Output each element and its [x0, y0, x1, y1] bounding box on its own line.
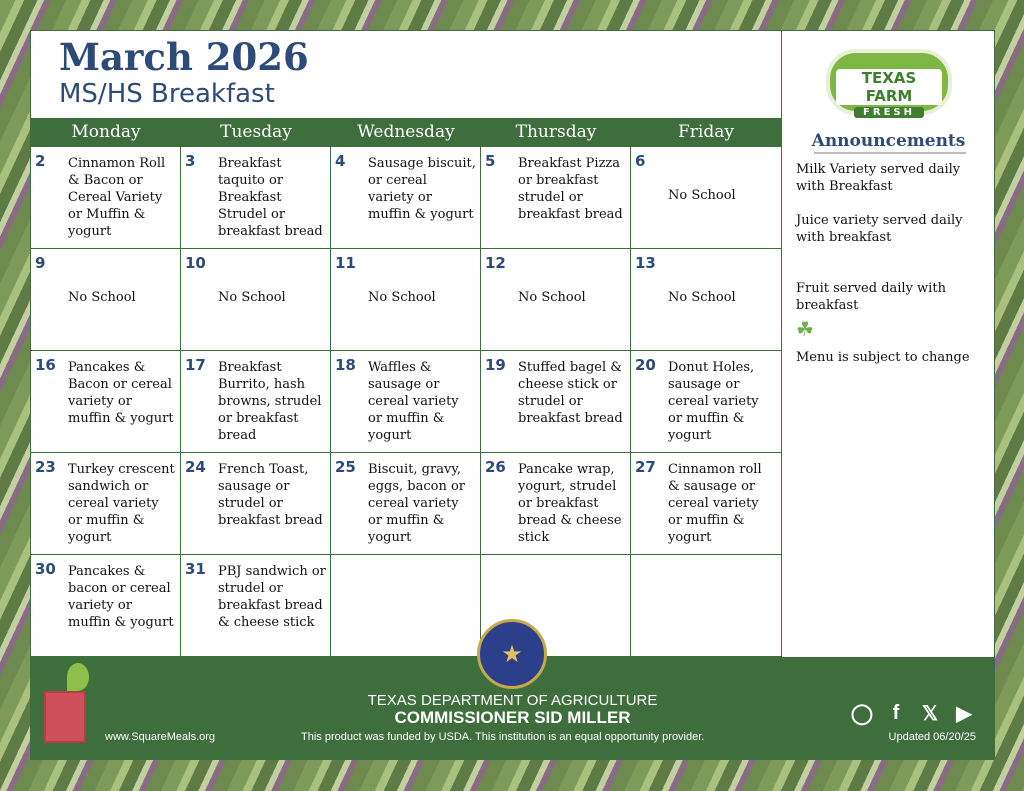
- menu-text: PBJ sandwich or strudel or breakfast bread & cheese stick: [218, 564, 326, 630]
- announcement: Menu is subject to change: [796, 350, 970, 365]
- weekday-friday: Friday: [678, 122, 734, 142]
- updated-date: Updated 06/20/25: [888, 731, 976, 743]
- menu-text: No School: [518, 290, 586, 305]
- day-cell: [631, 147, 781, 249]
- day-cell: [631, 453, 781, 555]
- menu-text: Pancake wrap, yogurt, strudel or breakfast bread & cheese stick: [518, 462, 622, 545]
- commissioner-name: COMMISSIONER SID MILLER: [394, 708, 631, 727]
- weekday-monday: Monday: [71, 122, 141, 142]
- day-cell: [31, 147, 181, 249]
- page-subtitle: MS/HS Breakfast: [59, 79, 275, 109]
- menu-text: Pancakes & Bacon or cereal variety or muffin & yogurt: [68, 360, 174, 426]
- day-number: 31: [185, 560, 206, 578]
- weekday-thursday: Thursday: [515, 122, 597, 142]
- day-cell: [331, 147, 481, 249]
- texas-farm-fresh-logo: [826, 49, 952, 118]
- day-number: 17: [185, 356, 206, 374]
- youtube-icon[interactable]: ▶: [956, 702, 972, 725]
- announcements-title: Announcements: [811, 131, 966, 151]
- weekday-tuesday: Tuesday: [220, 122, 292, 142]
- menu-text: Waffles & sausage or cereal variety or muffin & yogurt: [368, 360, 459, 443]
- instagram-icon[interactable]: ◯: [850, 702, 874, 725]
- day-number: 24: [185, 458, 206, 476]
- day-cell: [31, 351, 181, 453]
- day-cell: [481, 453, 631, 555]
- menu-text: Breakfast Burrito, hash browns, strudel or breakfast bread: [218, 360, 322, 443]
- menu-text: Turkey crescent sandwich or cereal variety or muffin & yogurt: [68, 462, 175, 545]
- menu-text: No School: [218, 290, 286, 305]
- weekday-header: [31, 118, 781, 147]
- facebook-icon[interactable]: f: [892, 701, 900, 724]
- announcement: Milk Variety served daily with Breakfast: [796, 162, 961, 194]
- day-cell: [181, 147, 331, 249]
- day-number: 5: [485, 152, 496, 170]
- funding-statement: This product was funded by USDA. This institution is an equal opportunity provider.: [301, 731, 705, 743]
- day-cell: [181, 249, 331, 351]
- menu-text: French Toast, sausage or strudel or breakfast bread: [218, 462, 323, 528]
- day-cell: [631, 249, 781, 351]
- day-number: 9: [35, 254, 46, 272]
- day-cell: [31, 555, 181, 657]
- apple-leaf-icon: [67, 663, 89, 691]
- day-cell: [481, 351, 631, 453]
- day-cell: [631, 351, 781, 453]
- day-cell: [631, 555, 781, 657]
- weekday-wednesday: Wednesday: [357, 122, 455, 142]
- menu-text: Cinnamon Roll & Bacon or Cereal Variety or Muffin & yogurt: [68, 156, 166, 239]
- footer: [31, 640, 994, 760]
- day-number: 11: [335, 254, 356, 272]
- menu-text: No School: [668, 290, 736, 305]
- day-cell: [31, 453, 181, 555]
- x-icon[interactable]: 𝕏: [921, 702, 939, 725]
- menu-calendar: [30, 30, 995, 760]
- day-cell: [181, 351, 331, 453]
- day-number: 19: [485, 356, 506, 374]
- announcement: Fruit served daily with breakfast: [796, 281, 946, 313]
- day-cell: [181, 555, 331, 657]
- day-number: 12: [485, 254, 506, 272]
- day-cell: [31, 249, 181, 351]
- announcements-sidebar: [781, 31, 994, 657]
- day-cell: [331, 555, 481, 657]
- day-cell: [181, 453, 331, 555]
- menu-text: Pancakes & bacon or cereal variety or muffin & yogurt: [68, 564, 174, 630]
- menu-text: Breakfast taquito or Breakfast Strudel or breakfast bread: [218, 156, 323, 239]
- day-cell: [331, 351, 481, 453]
- day-number: 13: [635, 254, 656, 272]
- day-number: 30: [35, 560, 56, 578]
- logo-subtext: FRESH: [854, 107, 924, 118]
- menu-text: Donut Holes, sausage or cereal variety or muffin & yogurt: [668, 360, 759, 443]
- menu-text: No School: [668, 188, 736, 203]
- menu-text: Sausage biscuit, or cereal variety or muffin & yogurt: [368, 156, 476, 222]
- website-link[interactable]: www.SquareMeals.org: [105, 731, 216, 743]
- social-links: [850, 701, 976, 725]
- menu-text: Cinnamon roll & sausage or cereal variety or muffin & yogurt: [668, 462, 762, 545]
- menu-text: No School: [68, 290, 136, 305]
- menu-text: Biscuit, gravy, eggs, bacon or cereal variety or muffin & yogurt: [368, 462, 465, 545]
- department-seal-icon: ★: [477, 619, 547, 689]
- menu-text: Breakfast Pizza or breakfast strudel or breakfast bread: [518, 156, 623, 222]
- menu-text: No School: [368, 290, 436, 305]
- day-number: 16: [35, 356, 56, 374]
- day-number: 3: [185, 152, 196, 170]
- day-number: 20: [635, 356, 656, 374]
- page-title: March 2026: [59, 35, 309, 79]
- calendar-grid: [31, 147, 781, 657]
- texas-shape-icon: ☘: [796, 317, 814, 341]
- day-number: 4: [335, 152, 346, 170]
- day-cell: [481, 249, 631, 351]
- day-cell: [481, 147, 631, 249]
- day-number: 27: [635, 458, 656, 476]
- day-number: 23: [35, 458, 56, 476]
- day-number: 6: [635, 152, 646, 170]
- calendar: [31, 118, 781, 657]
- day-cell: [331, 453, 481, 555]
- day-number: 2: [35, 152, 46, 170]
- day-number: 18: [335, 356, 356, 374]
- logo-text: TEXAS FARM: [836, 69, 942, 105]
- divider: [814, 152, 966, 154]
- announcement: Juice variety served daily with breakfast: [796, 213, 963, 245]
- day-number: 26: [485, 458, 506, 476]
- day-number: 10: [185, 254, 206, 272]
- day-number: 25: [335, 458, 356, 476]
- agency-name: TEXAS DEPARTMENT OF AGRICULTURE: [367, 692, 658, 709]
- day-cell: [331, 249, 481, 351]
- menu-text: Stuffed bagel & cheese stick or strudel or breakfast bread: [518, 360, 623, 426]
